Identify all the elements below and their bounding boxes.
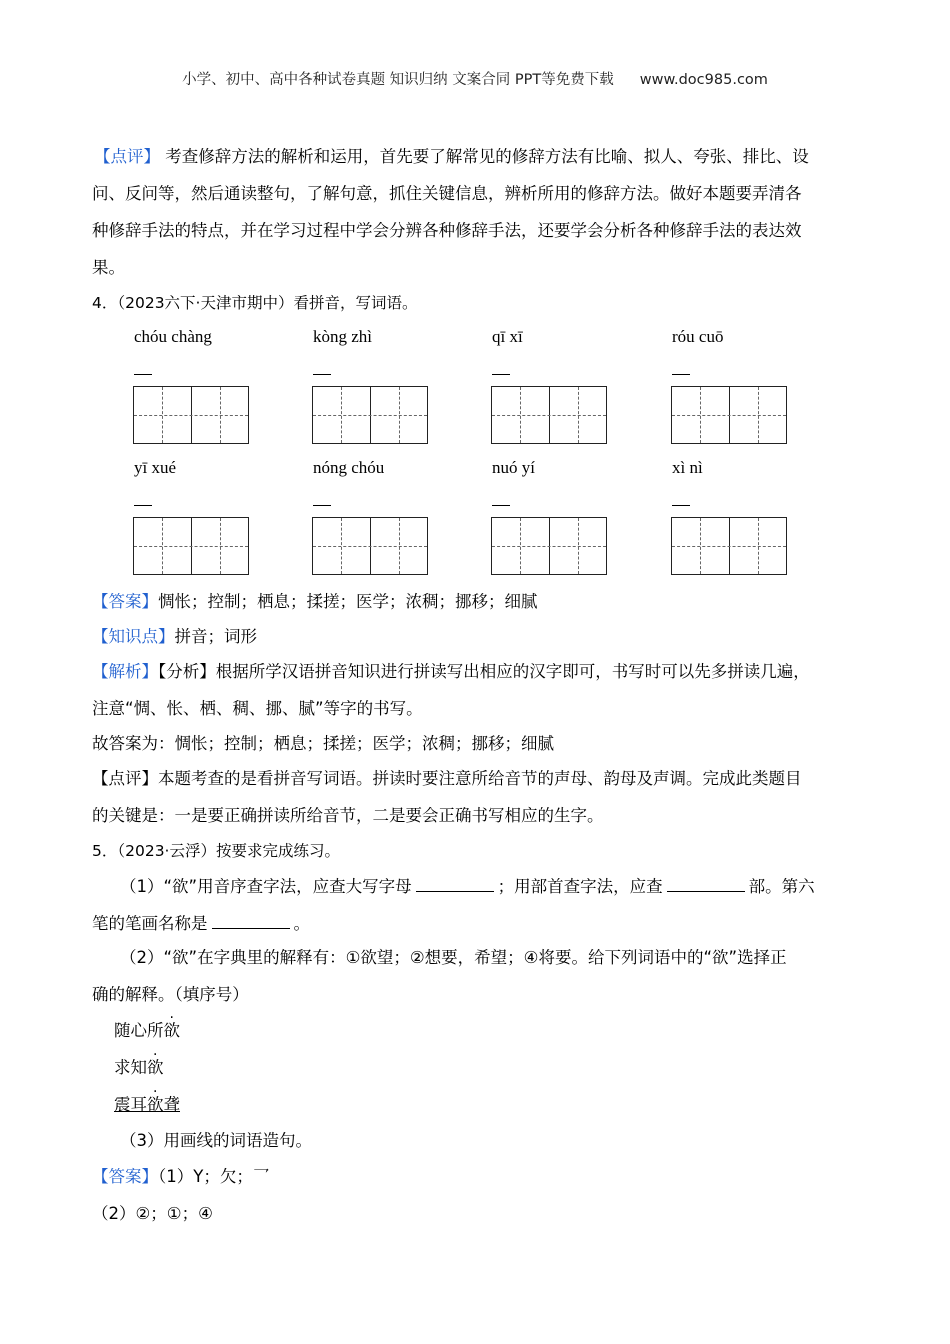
q4-review-line-1: 【点评】本题考查的是看拼音写词语。拼读时要注意所给音节的声母、韵母及声调。完成此类题目 bbox=[92, 769, 802, 788]
q4-review-line-2: 的关键是：一是要正确拼读所给音节，二是要会正确书写相应的生字。 bbox=[92, 806, 604, 825]
page-header bbox=[0, 68, 950, 89]
pinyin-7: nuó yí bbox=[492, 458, 535, 477]
analysis-tag: 【解析】 bbox=[92, 662, 158, 681]
dash bbox=[672, 374, 690, 375]
dash bbox=[492, 374, 510, 375]
q5-answer-1: 【答案】（1）Y；欠；乛 bbox=[92, 1167, 270, 1186]
q5-title: 5．（2023·云浮）按要求完成练习。 bbox=[92, 842, 340, 860]
writing-grid[interactable] bbox=[312, 517, 428, 575]
writing-grid[interactable] bbox=[491, 386, 607, 444]
header-text: 小学、初中、高中各种试卷真题 知识归纳 文案合同 PPT等免费下载 bbox=[182, 72, 614, 88]
q5-answer-2: （2）②；①；④ bbox=[92, 1204, 213, 1223]
fill-blank[interactable] bbox=[416, 875, 494, 892]
q4-analysis-line-3: 故答案为：惆怅；控制；栖息；揉搓；医学；浓稠；挪移；细腻 bbox=[92, 734, 554, 753]
pinyin-1: chóu chàng bbox=[134, 327, 212, 346]
pinyin-6: nóng chóu bbox=[313, 458, 385, 477]
writing-grid[interactable] bbox=[133, 386, 249, 444]
q4-answer: 【答案】惆怅；控制；栖息；揉搓；医学；浓稠；挪移；细腻 bbox=[92, 592, 538, 611]
writing-grid[interactable] bbox=[133, 517, 249, 575]
dash bbox=[313, 505, 331, 506]
writing-grid[interactable] bbox=[671, 517, 787, 575]
q4-knowledge-point: 【知识点】拼音；词形 bbox=[92, 627, 257, 646]
pinyin-2: kòng zhì bbox=[313, 327, 373, 346]
review-line-2: 问、反问等，然后通读整句，了解句意，抓住关键信息，辨析所用的修辞方法。做好本题要弄清各 bbox=[92, 184, 802, 203]
q4-analysis-line-2: 注意“惆、怅、栖、稠、挪、腻”等字的书写。 bbox=[92, 699, 423, 718]
dash bbox=[134, 505, 152, 506]
writing-grid[interactable] bbox=[312, 386, 428, 444]
pinyin-3: qī xī bbox=[492, 327, 523, 346]
review-tag: 【点评】 bbox=[92, 769, 158, 788]
kp-tag: 【知识点】 bbox=[92, 627, 175, 646]
q5-part1-line2: 笔的笔画名称是 。 bbox=[92, 914, 310, 933]
pinyin-4: róu cuō bbox=[672, 327, 724, 346]
dash bbox=[492, 505, 510, 506]
dash bbox=[313, 374, 331, 375]
word-3-underlined: 震耳欲聋 bbox=[114, 1095, 180, 1114]
review-line-3: 种修辞手法的特点，并在学习过程中学会分辨各种修辞手法，还要学会分析各种修辞手法的表达效 bbox=[92, 221, 802, 240]
q5-part2-line1: （2）“欲”在字典里的解释有：①欲望；②想要，希望；④将要。给下列词语中的“欲”选择正 bbox=[120, 948, 787, 967]
review-line-1: 【点评】 考查修辞方法的解析和运用，首先要了解常见的修辞方法有比喻、拟人、夸张、排比、设 bbox=[94, 147, 809, 166]
header-url[interactable]: www.doc985.com bbox=[639, 72, 768, 88]
writing-grid[interactable] bbox=[491, 517, 607, 575]
q5-part2-line2: 确的解释。（填序号） bbox=[92, 985, 249, 1004]
answer-tag: 【答案】 bbox=[92, 1167, 158, 1186]
dash bbox=[134, 374, 152, 375]
word-1: 随心所欲 bbox=[114, 1021, 180, 1040]
writing-grid[interactable] bbox=[671, 386, 787, 444]
word-2: 求知欲 bbox=[114, 1058, 164, 1077]
review-line-4: 果。 bbox=[92, 258, 125, 277]
dash bbox=[672, 505, 690, 506]
pinyin-5: yī xué bbox=[134, 458, 177, 477]
q4-analysis-line-1: 【解析】【分析】根据所学汉语拼音知识进行拼读写出相应的汉字即可，书写时可以先多拼读几遍， bbox=[92, 662, 810, 681]
q5-part1-line1: （1）“欲”用音序查字法，应查大写字母 ；用部首查字法，应查 部。第六 bbox=[120, 877, 815, 896]
review-tag: 【点评】 bbox=[94, 147, 160, 166]
fill-blank[interactable] bbox=[667, 875, 745, 892]
fill-blank[interactable] bbox=[212, 912, 290, 929]
pinyin-8: xì nì bbox=[672, 458, 703, 477]
q4-title: 4．（2023六下·天津市期中）看拼音，写词语。 bbox=[92, 294, 418, 312]
answer-tag: 【答案】 bbox=[92, 592, 158, 611]
q5-part3: （3）用画线的词语造句。 bbox=[120, 1131, 312, 1150]
